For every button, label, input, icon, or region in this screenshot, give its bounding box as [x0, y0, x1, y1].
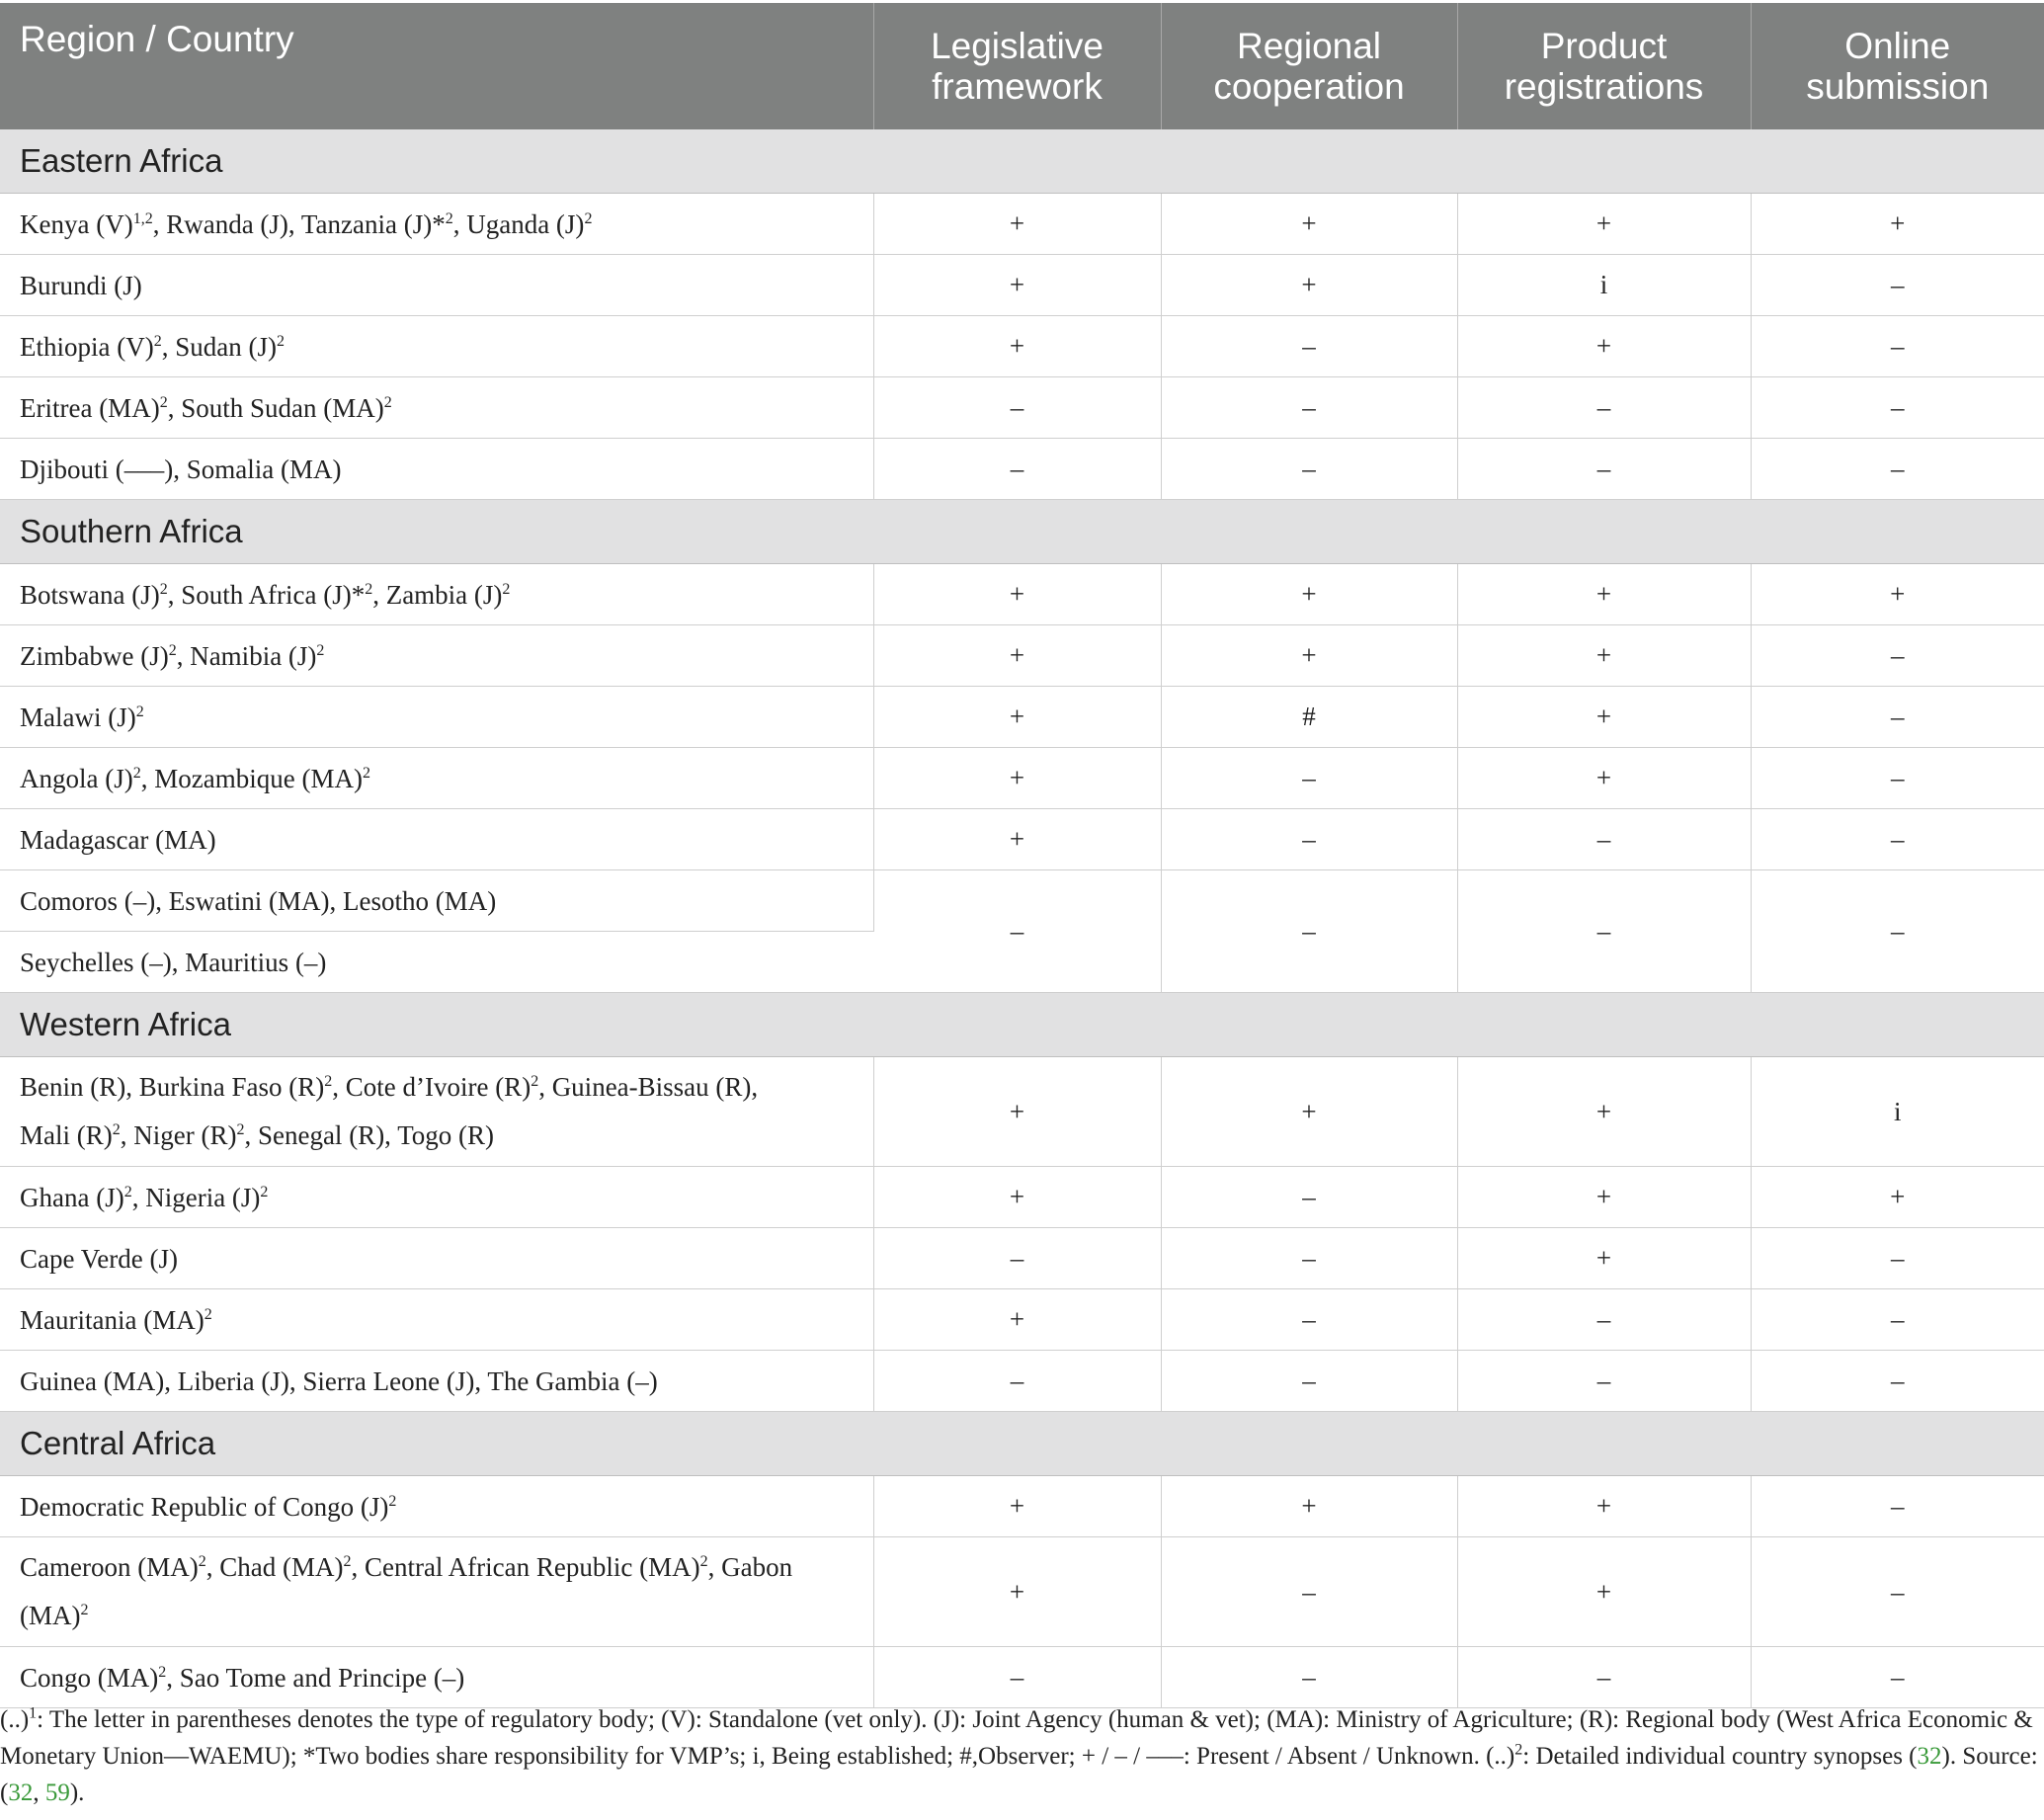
regional-cell: –	[1161, 1537, 1457, 1647]
legislative-cell: –	[873, 377, 1161, 439]
online-cell: –	[1751, 377, 2044, 439]
section-row-central-africa	[0, 1412, 2044, 1476]
header-legislative-line2: framework	[932, 66, 1103, 107]
online-cell: –	[1751, 809, 2044, 870]
regional-cell: –	[1161, 1167, 1457, 1228]
country-cell: Seychelles (–), Mauritius (–)	[0, 932, 873, 993]
section-title: Eastern Africa	[0, 129, 2044, 194]
footnote-sup-1: 1	[29, 1704, 38, 1722]
product-cell: +	[1457, 564, 1751, 625]
table-row	[0, 1289, 2044, 1351]
product-cell: –	[1457, 1647, 1751, 1708]
online-cell: –	[1751, 439, 2044, 500]
table-row	[0, 1228, 2044, 1289]
online-cell: –	[1751, 1351, 2044, 1412]
regional-cell: –	[1161, 1228, 1457, 1289]
online-cell: –	[1751, 316, 2044, 377]
header-legislative-framework	[873, 3, 1161, 129]
table-row	[0, 1351, 2044, 1412]
section-title: Central Africa	[0, 1412, 2044, 1476]
legislative-cell: +	[873, 1476, 1161, 1537]
country-cell: Ghana $(J)^2$, Nigeria $(J)^2$	[0, 1167, 873, 1228]
footnote-text: ).	[69, 1779, 85, 1806]
table-row	[0, 439, 2044, 500]
regional-cell: #	[1161, 687, 1457, 748]
country-cell: Eritrea (MA)$^2$, South Sudan (MA)$^2$	[0, 377, 873, 439]
header-online-line2: submission	[1806, 66, 1990, 107]
country-cell: Malawi $(J)^2$	[0, 687, 873, 748]
online-cell: +	[1751, 1167, 2044, 1228]
legislative-cell: +	[873, 194, 1161, 255]
table-row	[0, 1057, 2044, 1167]
country-cell: Zimbabwe $(J)^2$, Namibia $(J)^2$	[0, 625, 873, 687]
regional-cell: +	[1161, 1057, 1457, 1167]
regional-cell: –	[1161, 809, 1457, 870]
regional-cell: +	[1161, 255, 1457, 316]
online-cell: –	[1751, 255, 2044, 316]
online-cell: –	[1751, 1537, 2044, 1647]
table-row	[0, 748, 2044, 809]
legislative-cell: +	[873, 1167, 1161, 1228]
online-cell: –	[1751, 625, 2044, 687]
footnote-text: : Detailed individual country synopses (	[1522, 1743, 1918, 1770]
legislative-cell: +	[873, 748, 1161, 809]
online-cell: –	[1751, 870, 2044, 993]
regional-cell: –	[1161, 1289, 1457, 1351]
header-regional-line2: cooperation	[1213, 66, 1405, 107]
footnote-sup-2: 2	[1514, 1741, 1523, 1759]
country-cell: Cameroon (MA)$^2$, Chad (MA)$^2$, Central African Republic (MA)$^2$, Gabon (MA)$^2$	[0, 1537, 873, 1647]
online-cell: –	[1751, 1476, 2044, 1537]
header-row	[0, 3, 2044, 129]
legislative-cell: –	[873, 439, 1161, 500]
product-cell: +	[1457, 194, 1751, 255]
country-cell: Congo (MA)$^2$, Sao Tome and Principe (–)	[0, 1647, 873, 1708]
section-row-western-africa	[0, 993, 2044, 1057]
country-cell: Mauritania (MA)$^2$	[0, 1289, 873, 1351]
product-cell: +	[1457, 1167, 1751, 1228]
country-cell: Democratic Republic of Congo $(J)^2$	[0, 1476, 873, 1537]
country-cell: Djibouti (–––), Somalia (MA)	[0, 439, 873, 500]
product-cell: +	[1457, 1228, 1751, 1289]
table-row	[0, 377, 2044, 439]
header-regional-line1: Regional	[1236, 26, 1382, 66]
table-row	[0, 1537, 2044, 1647]
legislative-cell: +	[873, 564, 1161, 625]
table-row	[0, 255, 2044, 316]
legislative-cell: –	[873, 1351, 1161, 1412]
footnote-text: ). Source: (	[0, 1743, 2038, 1806]
product-cell: –	[1457, 377, 1751, 439]
legislative-cell: +	[873, 1057, 1161, 1167]
section-row-southern-africa	[0, 500, 2044, 564]
legislative-cell: –	[873, 870, 1161, 993]
legislative-cell: –	[873, 1228, 1161, 1289]
header-region-country: Region / Country	[0, 3, 873, 129]
online-cell: –	[1751, 1647, 2044, 1708]
regional-cell: –	[1161, 316, 1457, 377]
online-cell: –	[1751, 687, 2044, 748]
regional-cell: –	[1161, 439, 1457, 500]
country-cell: Kenya $(V)^{1,2}$, Rwanda (J), Tanzania (J)*$^2$, Uganda $(J)^2$	[0, 194, 873, 255]
footnote-text: (..)	[0, 1706, 30, 1733]
product-cell: +	[1457, 316, 1751, 377]
country-cell: Cape Verde (J)	[0, 1228, 873, 1289]
table-row	[0, 687, 2044, 748]
online-cell: –	[1751, 1228, 2044, 1289]
country-cell: Comoros (–), Eswatini (MA), Lesotho (MA)	[0, 870, 873, 932]
product-cell: +	[1457, 1057, 1751, 1167]
country-cell: Angola $(J)^2$, Mozambique (MA)$^2$	[0, 748, 873, 809]
table-row	[0, 1167, 2044, 1228]
table-row	[0, 564, 2044, 625]
table-row	[0, 316, 2044, 377]
regulatory-table	[0, 3, 2044, 1708]
header-product-line2: registrations	[1504, 66, 1704, 107]
product-cell: –	[1457, 870, 1751, 993]
legislative-cell: +	[873, 625, 1161, 687]
reference-link-32[interactable]: 32	[8, 1779, 34, 1806]
product-cell: –	[1457, 439, 1751, 500]
section-row-eastern-africa	[0, 129, 2044, 194]
legislative-cell: +	[873, 316, 1161, 377]
table-row	[0, 870, 2044, 932]
header-regional-cooperation	[1161, 3, 1457, 129]
footnote-text: ,	[33, 1779, 45, 1806]
regional-cell: –	[1161, 377, 1457, 439]
online-cell: –	[1751, 748, 2044, 809]
country-cell: Burundi (J)	[0, 255, 873, 316]
country-cell: Madagascar (MA)	[0, 809, 873, 870]
product-cell: +	[1457, 687, 1751, 748]
header-online-submission	[1751, 3, 2044, 129]
regional-cell: –	[1161, 748, 1457, 809]
regional-cell: –	[1161, 1351, 1457, 1412]
legislative-cell: +	[873, 687, 1161, 748]
footnote-text: : The letter in parentheses denotes the type of regulatory body; (V): Standalone (vet only). (J): Joint Agency (human & vet); (MA): Ministry of Agriculture; (R): Regional body (West Africa Economic & Monetary Union—WAEMU); *Two bodies share responsibility for VMP’s; i, Being established; #,Observer; + / – / –––: Present / Absent / Unknown. (..)	[0, 1706, 2033, 1770]
country-cell: Ethiopia $(V)^2$, Sudan $(J)^2$	[0, 316, 873, 377]
product-cell: i	[1457, 255, 1751, 316]
legislative-cell: +	[873, 1537, 1161, 1647]
header-product-registrations	[1457, 3, 1751, 129]
product-cell: +	[1457, 625, 1751, 687]
regional-cell: +	[1161, 1476, 1457, 1537]
header-online-line1: Online	[1844, 26, 1951, 66]
table-row	[0, 625, 2044, 687]
product-cell: –	[1457, 809, 1751, 870]
section-title: Western Africa	[0, 993, 2044, 1057]
product-cell: +	[1457, 1537, 1751, 1647]
table-row	[0, 1476, 2044, 1537]
table-row	[0, 1647, 2044, 1708]
country-cell: Botswana $(J)^2$, South Africa (J)*$^2$, Zambia $(J)^2$	[0, 564, 873, 625]
legislative-cell: +	[873, 1289, 1161, 1351]
country-cell: Benin (R), Burkina Faso $(R)^2$, Cote d’Ivoire $(R)^2$, Guinea-Bissau (R), Mali $(R)^2$, Niger $(R)^2$, Senegal (R), Togo (R)	[0, 1057, 873, 1167]
product-cell: –	[1457, 1351, 1751, 1412]
country-cell: Guinea (MA), Liberia (J), Sierra Leone (J), The Gambia (–)	[0, 1351, 873, 1412]
table-footnote	[0, 1701, 2044, 1811]
regional-cell: –	[1161, 870, 1457, 993]
online-cell: +	[1751, 564, 2044, 625]
online-cell: +	[1751, 194, 2044, 255]
section-title: Southern Africa	[0, 500, 2044, 564]
product-cell: +	[1457, 748, 1751, 809]
legislative-cell: +	[873, 809, 1161, 870]
regional-cell: +	[1161, 625, 1457, 687]
legislative-cell: +	[873, 255, 1161, 316]
regional-cell: +	[1161, 564, 1457, 625]
header-legislative-line1: Legislative	[931, 26, 1104, 66]
header-product-line1: Product	[1540, 26, 1668, 66]
online-cell: –	[1751, 1289, 2044, 1351]
regional-cell: –	[1161, 1647, 1457, 1708]
regional-cell: +	[1161, 194, 1457, 255]
product-cell: +	[1457, 1476, 1751, 1537]
table-row	[0, 809, 2044, 870]
reference-link-32[interactable]: 32	[1917, 1743, 1942, 1770]
reference-link-59[interactable]: 59	[44, 1779, 70, 1806]
product-cell: –	[1457, 1289, 1751, 1351]
table-row	[0, 194, 2044, 255]
online-cell: i	[1751, 1057, 2044, 1167]
legislative-cell: –	[873, 1647, 1161, 1708]
